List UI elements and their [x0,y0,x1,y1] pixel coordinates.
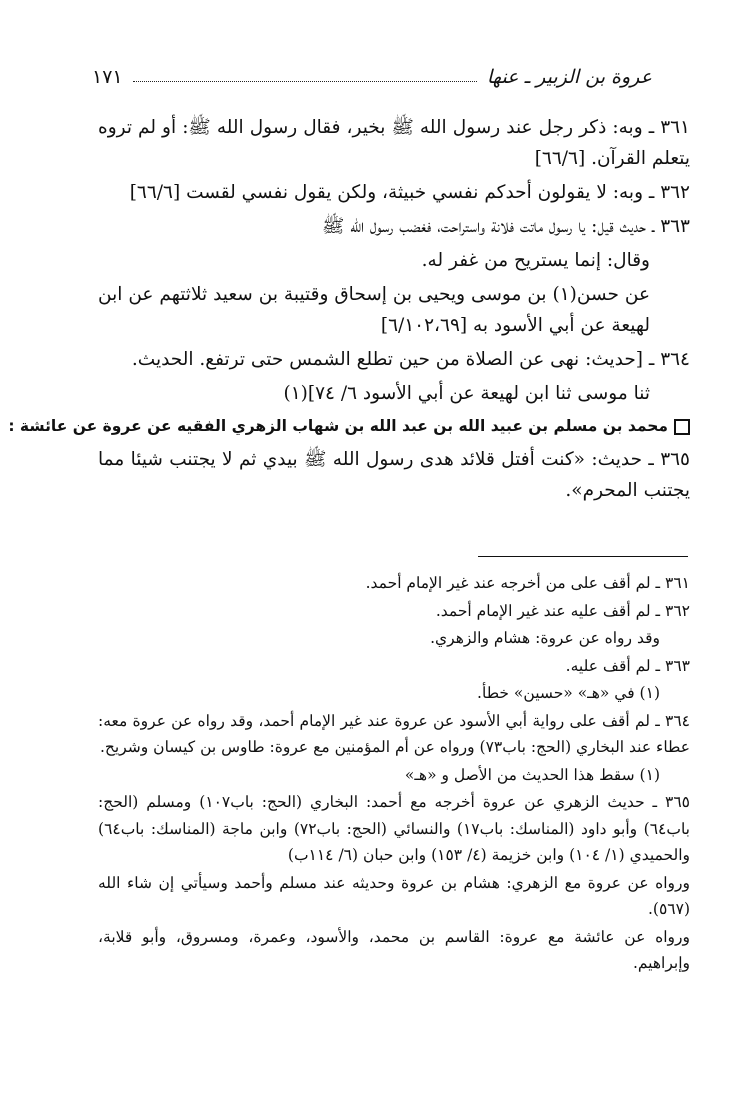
footnote-361: ٣٦١ ـ لم أقف على من أخرجه عند غير الإمام أحمد. [365,574,690,592]
footnote-363: ٣٦٣ ـ لم أقف عليه. [565,656,690,675]
running-title: عروة بن الزبير ـ عنها [486,66,652,88]
square-bullet-icon [674,419,690,435]
footnotes [98,570,690,978]
footnote-separator [478,556,688,557]
hadith-363-continuation: وقال: إنما يستريح من غفر له. [421,250,650,271]
footnote-362-extra: وقد رواه عن عروة: هشام والزهري. [430,629,660,647]
page-header [92,58,652,94]
footnote-364: ٣٦٤ ـ لم أقف على رواية أبي الأسود عن عروة عند غير الإمام أحمد، وقد رواه عن عروة معه: عطاء عند البخاري (الحج: باب٧٣) ورواه عن أم المؤمنين مع عروة: طاوس بن كيسان وشريح. [98,711,690,756]
footnote-363-1: (١) في «هـ» «حسين» خطأ. [477,684,660,702]
footnote-364-1: (١) سقط هذا الحديث من الأصل و «هـ» [404,765,660,784]
hadith-364-isnad: ثنا موسى ثنا ابن لهيعة عن أبي الأسود ٦/ ٧٤](١) [283,383,650,404]
hadith-364: ٣٦٤ ـ [حديث: نهى عن الصلاة من حين تطلع الشمس حتى ترتفع. الحديث. [131,349,690,370]
footnote-362: ٣٦٢ ـ لم أقف عليه عند غير الإمام أحمد. [435,601,690,620]
header-dotted-rule [133,81,477,82]
main-text [8,112,690,509]
chapter-heading [8,412,690,440]
hadith-361: ٣٦١ ـ وبه: ذكر رجل عند رسول الله ﷺ بخير، فقال رسول الله ﷺ: أو لم تروه يتعلم القرآن. [٦٦/٦] [98,117,690,169]
chapter-heading-text: محمد بن مسلم بن عبيد الله بن عبد الله بن شهاب الزهري الفقيه عن عروة عن عائشة : [8,417,668,435]
page-number: ١٧١ [92,66,123,88]
footnote-365-extra-2: ورواه عن عائشة مع عروة: القاسم بن محمد، والأسود، وعمرة، ومسروق، وأبو قلابة، وإبراهيم. [98,927,690,972]
hadith-365: ٣٦٥ ـ حديث: «كنت أفتل قلائد هدى رسول الله ﷺ بيدي ثم لا يجتنب شيئا مما يجتنب المحرم». [98,449,690,501]
hadith-362: ٣٦٢ ـ وبه: لا يقولون أحدكم نفسي خبيثة، ولكن يقول نفسي لقست [٦٦/٦] [129,182,690,203]
hadith-363-isnad: عن حسن(١) بن موسى ويحيى بن إسحاق وقتيبة بن سعيد ثلاثتهم عن ابن لهيعة عن أبي الأسود به [٦/١٠٢،٦٩] [98,284,650,336]
footnote-365: ٣٦٥ ـ حديث الزهري عن عروة أخرجه مع أحمد: البخاري (الحج: باب١٠٧) ومسلم (الحج: باب٦٤) وأبو داود (المناسك: باب١٧) والنسائي (الحج: باب٧٢) وابن ماجة (المناسك: باب٦٤) والحميدي (١/ ١٠٤) وابن خزيمة (٤/ ١٥٣) وابن حبان (٦/ ١١٤ب) [98,793,690,864]
hadith-363: ٣٦٣ ـ حديث قيل: يا رسول ماتت فلانة واستراحت، فغضب رسول الله ﷺ [322,216,690,237]
footnote-365-extra-1: ورواه عن عروة مع الزهري: هشام بن عروة وحديثه عند مسلم وأحمد وسيأتي إن شاء الله (٥٦٧). [98,873,690,918]
